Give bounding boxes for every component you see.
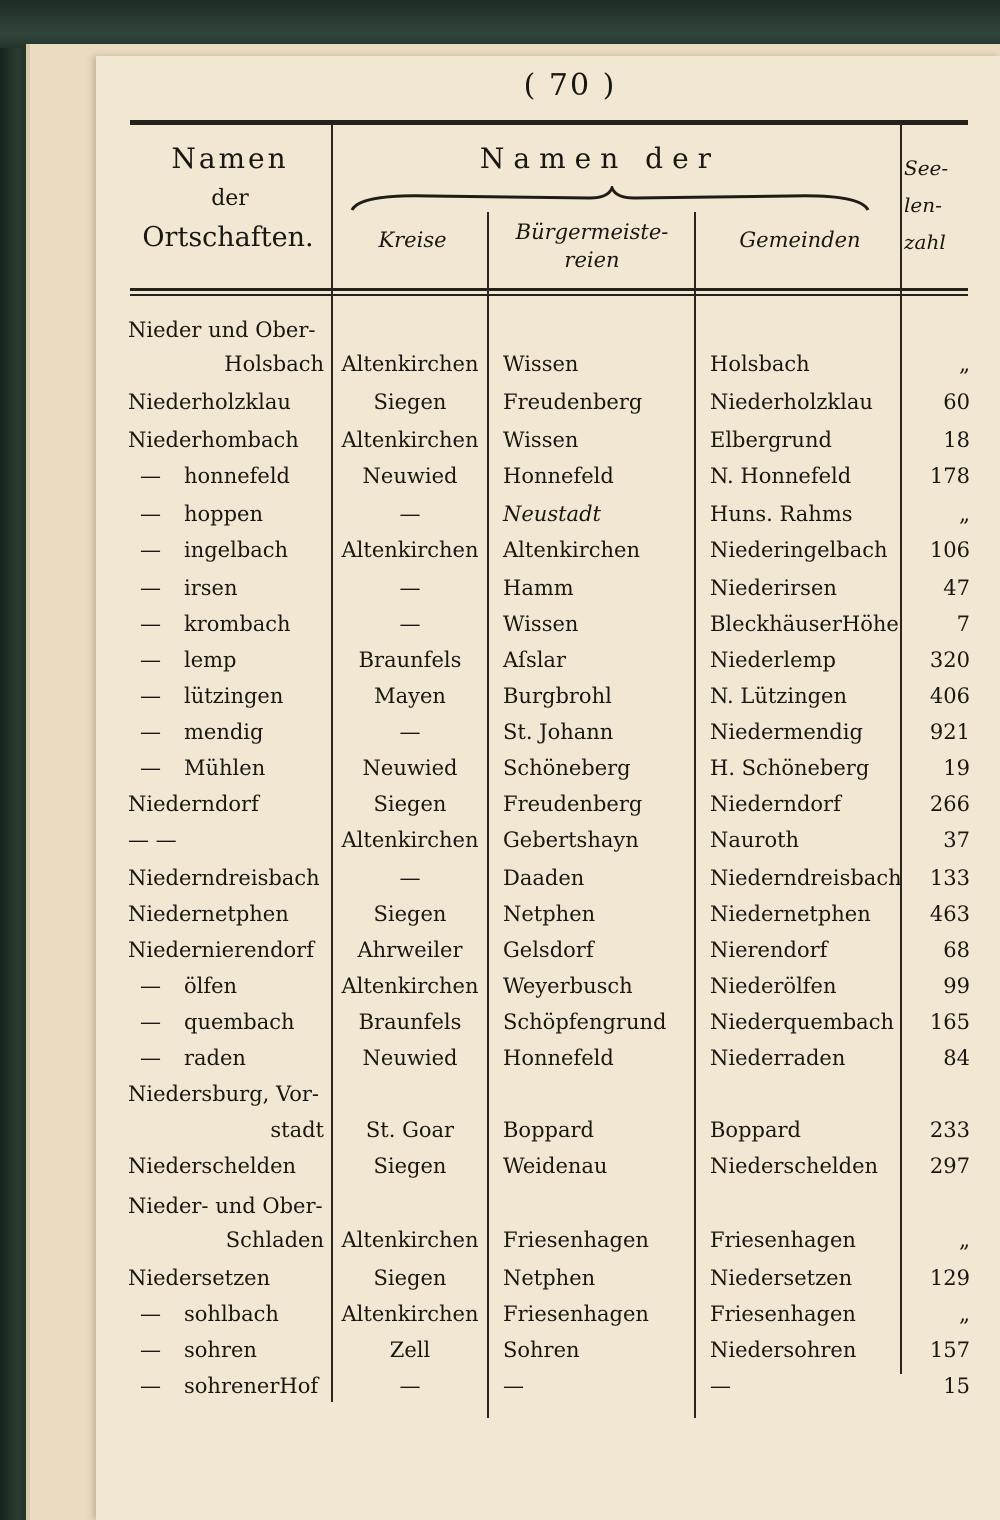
- table-row: [0, 1010, 1000, 1046]
- kreis-name: Altenkirchen: [341, 1302, 479, 1326]
- ditto-dash: —: [140, 464, 161, 488]
- buergermeisterei-name: Netphen: [503, 902, 596, 926]
- gemeinde-name: Niedersohren: [710, 1338, 857, 1362]
- buergermeisterei-name: Gelsdorf: [503, 938, 594, 962]
- place-name: [140, 1302, 340, 1326]
- gemeinde-name: Niederlemp: [710, 648, 836, 672]
- table-row: [0, 1228, 1000, 1264]
- kreis-name: Altenkirchen: [341, 428, 479, 452]
- buergermeisterei-name: —: [503, 1374, 524, 1398]
- kreis-name: —: [399, 866, 421, 890]
- population-count: 99: [943, 974, 970, 998]
- gemeinde-name: Niederölfen: [710, 974, 837, 998]
- kreis-name: Neuwied: [362, 1046, 458, 1070]
- ditto-dash: —: [140, 756, 161, 780]
- buergermeisterei-name: Daaden: [503, 866, 585, 890]
- table-row: [0, 612, 1000, 648]
- gemeinde-name: Niederirsen: [710, 576, 837, 600]
- gemeinde-name: Huns. Rahms: [710, 502, 853, 526]
- place-name: Niederndorf: [128, 792, 259, 816]
- table-row: [0, 1266, 1000, 1302]
- ditto-dash: —: [140, 1010, 161, 1034]
- kreis-name: —: [399, 612, 421, 636]
- kreis-name: —: [399, 1374, 421, 1398]
- place-name: [140, 974, 340, 998]
- place-name: Nieder und Ober-: [128, 318, 316, 342]
- header-kreise: Kreise: [378, 228, 447, 252]
- population-count: 266: [929, 792, 970, 816]
- kreis-name: Neuwied: [362, 756, 458, 780]
- gemeinde-name: N. Lützingen: [710, 684, 847, 708]
- table-row: [0, 502, 1000, 538]
- population-count: 157: [929, 1338, 970, 1362]
- ditto-dash: —: [140, 720, 161, 744]
- buergermeisterei-name: Netphen: [503, 1266, 596, 1290]
- ditto-dash: —: [140, 576, 161, 600]
- population-count: 297: [929, 1154, 970, 1178]
- population-count: 60: [943, 390, 970, 414]
- header-gemeinden: Gemeinden: [739, 228, 861, 252]
- table-row: [0, 1374, 1000, 1410]
- ditto-dash: —: [140, 612, 161, 636]
- ditto-dash: —: [140, 538, 161, 562]
- place-name-text: stadt: [270, 1118, 324, 1142]
- table-row: [0, 828, 1000, 864]
- population-count: 68: [943, 938, 970, 962]
- gemeinde-name: Nauroth: [710, 828, 800, 852]
- header-places-line2: der: [211, 186, 249, 211]
- place-name-text: krombach: [184, 612, 291, 636]
- kreis-name: Siegen: [373, 902, 447, 926]
- header-seelen-line2: len-: [904, 193, 942, 217]
- table-row: [0, 1082, 1000, 1118]
- kreis-name: Altenkirchen: [341, 1228, 479, 1252]
- table-row: [0, 756, 1000, 792]
- kreis-name: —: [399, 502, 421, 526]
- place-name: Niederhombach: [128, 428, 299, 452]
- kreis-name: —: [399, 720, 421, 744]
- place-name-text: Mühlen: [184, 756, 266, 780]
- place-name: Nieder- und Ober-: [128, 1194, 323, 1218]
- table-row: [0, 1338, 1000, 1374]
- table-row: [0, 1194, 1000, 1230]
- header-rule: [130, 288, 968, 291]
- buergermeisterei-name: Hamm: [503, 576, 574, 600]
- place-name: [140, 612, 340, 636]
- gemeinde-name: H. Schöneberg: [710, 756, 870, 780]
- place-name: [140, 538, 340, 562]
- place-name: Niederholzklau: [128, 390, 291, 414]
- kreis-name: Altenkirchen: [341, 352, 479, 376]
- place-name-text: hoppen: [184, 502, 264, 526]
- place-name-text: Schladen: [225, 1228, 324, 1252]
- population-count: 15: [943, 1374, 970, 1398]
- gemeinde-name: BleckhäuserHöhe: [710, 612, 899, 636]
- place-name-text: lemp: [184, 648, 237, 672]
- place-name-text: sohrenerHof: [184, 1374, 319, 1398]
- place-name: [140, 1338, 340, 1362]
- header-seelen-line3: zahl: [904, 230, 946, 254]
- gemeinde-name: Holsbach: [710, 352, 810, 376]
- place-name-text: raden: [184, 1046, 246, 1070]
- buergermeisterei-name: Friesenhagen: [503, 1302, 649, 1326]
- buergermeisterei-name: Weyerbusch: [503, 974, 633, 998]
- header-bm-line2: reien: [564, 248, 620, 272]
- place-name: Niedernetphen: [128, 902, 289, 926]
- place-name: [128, 352, 324, 376]
- table-row: [0, 1154, 1000, 1190]
- population-count: 129: [929, 1266, 970, 1290]
- place-name: Niedersetzen: [128, 1266, 271, 1290]
- header-brace: [350, 186, 870, 216]
- header-buergermeistereien: [492, 218, 692, 274]
- gemeinde-name: Niederschelden: [710, 1154, 879, 1178]
- buergermeisterei-name: Wissen: [503, 612, 579, 636]
- population-count: 19: [943, 756, 970, 780]
- population-count: 165: [929, 1010, 970, 1034]
- ditto-dash: —: [140, 1046, 161, 1070]
- buergermeisterei-name: Wissen: [503, 352, 579, 376]
- table-row: [0, 464, 1000, 500]
- header-rule-2: [130, 294, 968, 296]
- kreis-name: Zell: [389, 1338, 431, 1362]
- table-row: [0, 974, 1000, 1010]
- place-name: [140, 756, 340, 780]
- table-row: [0, 538, 1000, 574]
- kreis-name: Siegen: [373, 1154, 447, 1178]
- header-places-line3: Ortschaften.: [142, 222, 314, 253]
- kreis-name: Braunfels: [358, 1010, 462, 1034]
- population-count: 320: [929, 648, 970, 672]
- table-row: [0, 352, 1000, 388]
- header-bm-line1: Bürgermeiste-: [515, 220, 669, 244]
- table-row: [0, 902, 1000, 938]
- place-name-text: sohren: [184, 1338, 257, 1362]
- gemeinde-name: Niedermendig: [710, 720, 863, 744]
- population-count: 921: [929, 720, 970, 744]
- place-name-text: quembach: [184, 1010, 295, 1034]
- population-count: „: [959, 502, 970, 526]
- table-row: [0, 720, 1000, 756]
- place-name: [140, 1046, 340, 1070]
- buergermeisterei-name: Schöpfengrund: [503, 1010, 667, 1034]
- place-name-text: Holsbach: [224, 352, 324, 376]
- buergermeisterei-name: Honnefeld: [503, 464, 614, 488]
- place-name: [140, 1374, 340, 1398]
- table-row: [0, 866, 1000, 902]
- header-seelen-line1: See-: [904, 156, 949, 180]
- population-count: 7: [956, 612, 970, 636]
- kreis-name: Ahrweiler: [357, 938, 463, 962]
- buergermeisterei-name: Neustadt: [503, 502, 601, 526]
- place-name-text: ölfen: [184, 974, 238, 998]
- place-name: Niedernierendorf: [128, 938, 314, 962]
- gemeinde-name: Elbergrund: [710, 428, 832, 452]
- gemeinde-name: —: [710, 1374, 731, 1398]
- kreis-name: Siegen: [373, 390, 447, 414]
- population-count: 233: [929, 1118, 970, 1142]
- gemeinde-name: Friesenhagen: [710, 1302, 856, 1326]
- population-count: 37: [943, 828, 970, 852]
- place-name: [140, 1010, 340, 1034]
- table-row: [0, 684, 1000, 720]
- kreis-name: Altenkirchen: [341, 538, 479, 562]
- population-count: 106: [929, 538, 970, 562]
- place-name: [140, 502, 340, 526]
- table-row: [0, 1118, 1000, 1154]
- place-name-text: ingelbach: [184, 538, 289, 562]
- population-count: 463: [929, 902, 970, 926]
- place-name: [128, 1228, 324, 1252]
- kreis-name: Mayen: [374, 684, 446, 708]
- buergermeisterei-name: Friesenhagen: [503, 1228, 649, 1252]
- header-seelenzahl: [904, 150, 970, 261]
- header-names-of: Namen der: [479, 142, 721, 175]
- buergermeisterei-name: Honnefeld: [503, 1046, 614, 1070]
- buergermeisterei-name: Weidenau: [503, 1154, 608, 1178]
- kreis-name: —: [399, 576, 421, 600]
- table-row: [0, 1046, 1000, 1082]
- ditto-dash: —: [140, 684, 161, 708]
- ditto-dash: —: [140, 974, 161, 998]
- kreis-name: Altenkirchen: [341, 974, 479, 998]
- ditto-dash: —: [140, 1302, 161, 1326]
- gemeinde-name: Nierendorf: [710, 938, 828, 962]
- buergermeisterei-name: Burgbrohl: [503, 684, 612, 708]
- kreis-name: Braunfels: [358, 648, 462, 672]
- population-count: „: [959, 352, 970, 376]
- gemeinde-name: Niedernetphen: [710, 902, 871, 926]
- kreis-name: Siegen: [373, 792, 447, 816]
- population-count: 47: [943, 576, 970, 600]
- kreis-name: Siegen: [373, 1266, 447, 1290]
- table-row: [0, 938, 1000, 974]
- buergermeisterei-name: Wissen: [503, 428, 579, 452]
- gemeinde-name: Niederndreisbach: [710, 866, 902, 890]
- gemeinde-name: Boppard: [710, 1118, 801, 1142]
- gemeinde-name: N. Honnefeld: [710, 464, 852, 488]
- place-name-text: honnefeld: [184, 464, 291, 488]
- ditto-dash: —: [140, 1338, 161, 1362]
- table-row: [0, 1302, 1000, 1338]
- header-places-line1: Namen: [171, 142, 289, 175]
- place-name: [140, 648, 340, 672]
- gemeinde-name: Niedersetzen: [710, 1266, 853, 1290]
- gemeinde-name: Niederquembach: [710, 1010, 894, 1034]
- population-count: „: [959, 1302, 970, 1326]
- buergermeisterei-name: Boppard: [503, 1118, 594, 1142]
- kreis-name: St. Goar: [365, 1118, 455, 1142]
- gemeinde-name: Niederingelbach: [710, 538, 888, 562]
- place-name: Niedersburg, Vor-: [128, 1082, 320, 1106]
- ditto-dash: —: [140, 648, 161, 672]
- book-cover-top: [0, 0, 1000, 48]
- table-row: [0, 648, 1000, 684]
- gemeinde-name: Friesenhagen: [710, 1228, 856, 1252]
- place-name: Niederschelden: [128, 1154, 297, 1178]
- table-row: [0, 792, 1000, 828]
- ditto-dash: —: [140, 502, 161, 526]
- kreis-name: Neuwied: [362, 464, 458, 488]
- place-name: [140, 576, 340, 600]
- population-count: 84: [943, 1046, 970, 1070]
- place-name-text: irsen: [184, 576, 238, 600]
- population-count: 406: [929, 684, 970, 708]
- place-name: Niederndreisbach: [128, 866, 320, 890]
- buergermeisterei-name: Schöneberg: [503, 756, 631, 780]
- place-name: [140, 684, 340, 708]
- buergermeisterei-name: Sohren: [503, 1338, 580, 1362]
- place-name: [128, 1118, 324, 1142]
- buergermeisterei-name: Altenkirchen: [503, 538, 640, 562]
- place-name-text: mendig: [184, 720, 264, 744]
- buergermeisterei-name: Freudenberg: [503, 792, 643, 816]
- buergermeisterei-name: Aſslar: [503, 648, 566, 672]
- place-name: — —: [128, 828, 177, 852]
- place-name-text: lützingen: [184, 684, 284, 708]
- gemeinde-name: Niederraden: [710, 1046, 846, 1070]
- place-name: [140, 720, 340, 744]
- kreis-name: Altenkirchen: [341, 828, 479, 852]
- population-count: 133: [929, 866, 970, 890]
- table-row: [0, 390, 1000, 426]
- table-row: [0, 318, 1000, 354]
- buergermeisterei-name: Gebertshayn: [503, 828, 639, 852]
- population-count: 178: [929, 464, 970, 488]
- buergermeisterei-name: St. Johann: [503, 720, 614, 744]
- buergermeisterei-name: Freudenberg: [503, 390, 643, 414]
- page-number: ( 70 ): [523, 68, 617, 103]
- ditto-dash: —: [140, 1374, 161, 1398]
- gemeinde-name: Niederndorf: [710, 792, 841, 816]
- gemeinde-name: Niederholzklau: [710, 390, 873, 414]
- population-count: 18: [943, 428, 970, 452]
- place-name-text: sohlbach: [184, 1302, 279, 1326]
- population-count: „: [959, 1228, 970, 1252]
- top-rule: [130, 120, 968, 125]
- table-row: [0, 576, 1000, 612]
- place-name: [140, 464, 340, 488]
- table-row: [0, 428, 1000, 464]
